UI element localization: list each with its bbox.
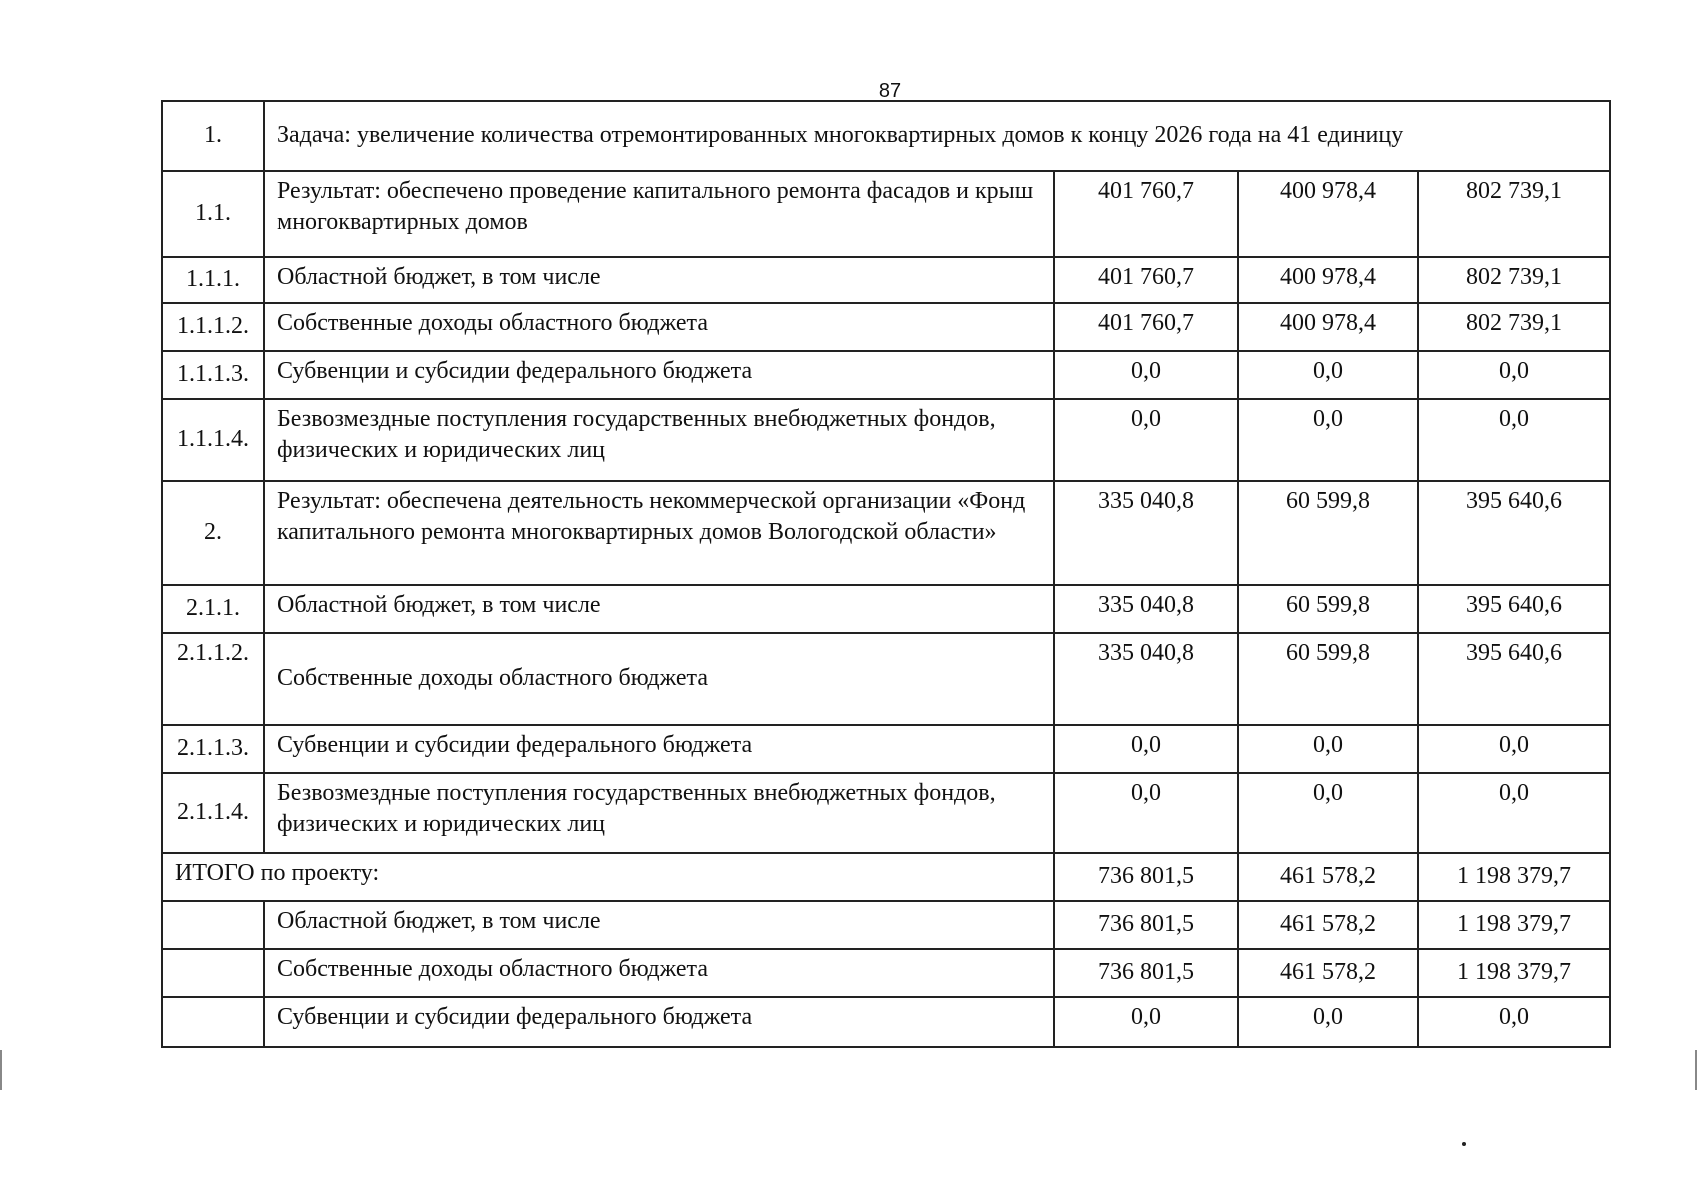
total-value: 461 578,2 xyxy=(1238,853,1418,901)
row-description: Областной бюджет, в том числе xyxy=(264,257,1054,303)
total-label: ИТОГО по проекту: xyxy=(162,853,1054,901)
value-cell: 802 739,1 xyxy=(1418,257,1610,303)
row-description: Собственные доходы областного бюджета xyxy=(264,633,1054,725)
value-cell: 400 978,4 xyxy=(1238,257,1418,303)
row-description: Субвенции и субсидии федерального бюджета xyxy=(264,351,1054,399)
value-cell: 395 640,6 xyxy=(1418,481,1610,585)
total-row xyxy=(162,853,1610,901)
value-cell: 461 578,2 xyxy=(1238,901,1418,949)
value-cell: 0,0 xyxy=(1238,997,1418,1047)
value-cell: 335 040,8 xyxy=(1054,633,1238,725)
value-cell: 0,0 xyxy=(1238,351,1418,399)
value-cell: 60 599,8 xyxy=(1238,633,1418,725)
row-number: 1. xyxy=(162,101,264,171)
row-number: 1.1.1.4. xyxy=(162,399,264,481)
row-description: Субвенции и субсидии федерального бюджета xyxy=(264,725,1054,773)
row-description: Субвенции и субсидии федерального бюджета xyxy=(264,997,1054,1047)
row-number: 1.1. xyxy=(162,171,264,257)
value-cell: 60 599,8 xyxy=(1238,585,1418,633)
value-cell: 0,0 xyxy=(1418,351,1610,399)
table-row xyxy=(162,725,1610,773)
empty-number-cell xyxy=(162,901,264,949)
value-cell: 0,0 xyxy=(1418,997,1610,1047)
table-row xyxy=(162,257,1610,303)
value-cell: 400 978,4 xyxy=(1238,303,1418,351)
row-description: Безвозмездные поступления государственных внебюджетных фондов, физических и юридических лиц xyxy=(264,773,1054,853)
table-row xyxy=(162,585,1610,633)
value-cell: 335 040,8 xyxy=(1054,481,1238,585)
row-number: 1.1.1.3. xyxy=(162,351,264,399)
row-number: 2.1.1. xyxy=(162,585,264,633)
value-cell: 0,0 xyxy=(1054,997,1238,1047)
table-row xyxy=(162,773,1610,853)
total-breakdown-row xyxy=(162,949,1610,997)
total-breakdown-row xyxy=(162,901,1610,949)
value-cell: 400 978,4 xyxy=(1238,171,1418,257)
table-row xyxy=(162,633,1610,725)
value-cell: 401 760,7 xyxy=(1054,171,1238,257)
row-description: Собственные доходы областного бюджета xyxy=(264,949,1054,997)
value-cell: 0,0 xyxy=(1418,773,1610,853)
total-breakdown-row xyxy=(162,997,1610,1047)
value-cell: 1 198 379,7 xyxy=(1418,901,1610,949)
scan-dot xyxy=(1462,1142,1466,1146)
value-cell: 736 801,5 xyxy=(1054,901,1238,949)
row-number: 2.1.1.2. xyxy=(162,633,264,725)
table-row xyxy=(162,399,1610,481)
value-cell: 0,0 xyxy=(1054,773,1238,853)
empty-number-cell xyxy=(162,997,264,1047)
row-number: 2. xyxy=(162,481,264,585)
task-description: Задача: увеличение количества отремонтированных многоквартирных домов к концу 2026 года на 41 единицу xyxy=(264,101,1610,171)
total-value: 736 801,5 xyxy=(1054,853,1238,901)
task-row xyxy=(162,101,1610,171)
page-number: 87 xyxy=(878,80,902,102)
row-description: Собственные доходы областного бюджета xyxy=(264,303,1054,351)
value-cell: 401 760,7 xyxy=(1054,257,1238,303)
value-cell: 395 640,6 xyxy=(1418,633,1610,725)
table-row xyxy=(162,171,1610,257)
value-cell: 802 739,1 xyxy=(1418,171,1610,257)
value-cell: 60 599,8 xyxy=(1238,481,1418,585)
value-cell: 1 198 379,7 xyxy=(1418,949,1610,997)
row-number: 1.1.1.2. xyxy=(162,303,264,351)
row-description: Безвозмездные поступления государственных внебюджетных фондов, физических и юридических лиц xyxy=(264,399,1054,481)
table-row xyxy=(162,481,1610,585)
row-number: 2.1.1.4. xyxy=(162,773,264,853)
value-cell: 736 801,5 xyxy=(1054,949,1238,997)
value-cell: 335 040,8 xyxy=(1054,585,1238,633)
value-cell: 395 640,6 xyxy=(1418,585,1610,633)
value-cell: 802 739,1 xyxy=(1418,303,1610,351)
table-row xyxy=(162,351,1610,399)
value-cell: 0,0 xyxy=(1418,399,1610,481)
value-cell: 401 760,7 xyxy=(1054,303,1238,351)
row-number: 2.1.1.3. xyxy=(162,725,264,773)
row-description: Результат: обеспечена деятельность некоммерческой организации «Фонд капитального ремонта многоквартирных домов Вологодской области» xyxy=(264,481,1054,585)
value-cell: 0,0 xyxy=(1238,399,1418,481)
scan-edge-mark xyxy=(0,1050,2,1090)
value-cell: 0,0 xyxy=(1054,399,1238,481)
empty-number-cell xyxy=(162,949,264,997)
row-description: Результат: обеспечено проведение капитального ремонта фасадов и крыш многоквартирных домов xyxy=(264,171,1054,257)
value-cell: 0,0 xyxy=(1238,725,1418,773)
value-cell: 0,0 xyxy=(1054,725,1238,773)
row-description: Областной бюджет, в том числе xyxy=(264,585,1054,633)
total-value: 1 198 379,7 xyxy=(1418,853,1610,901)
value-cell: 0,0 xyxy=(1418,725,1610,773)
value-cell: 461 578,2 xyxy=(1238,949,1418,997)
budget-table xyxy=(161,100,1611,1048)
table-row xyxy=(162,303,1610,351)
value-cell: 0,0 xyxy=(1238,773,1418,853)
value-cell: 0,0 xyxy=(1054,351,1238,399)
row-description: Областной бюджет, в том числе xyxy=(264,901,1054,949)
row-number: 1.1.1. xyxy=(162,257,264,303)
